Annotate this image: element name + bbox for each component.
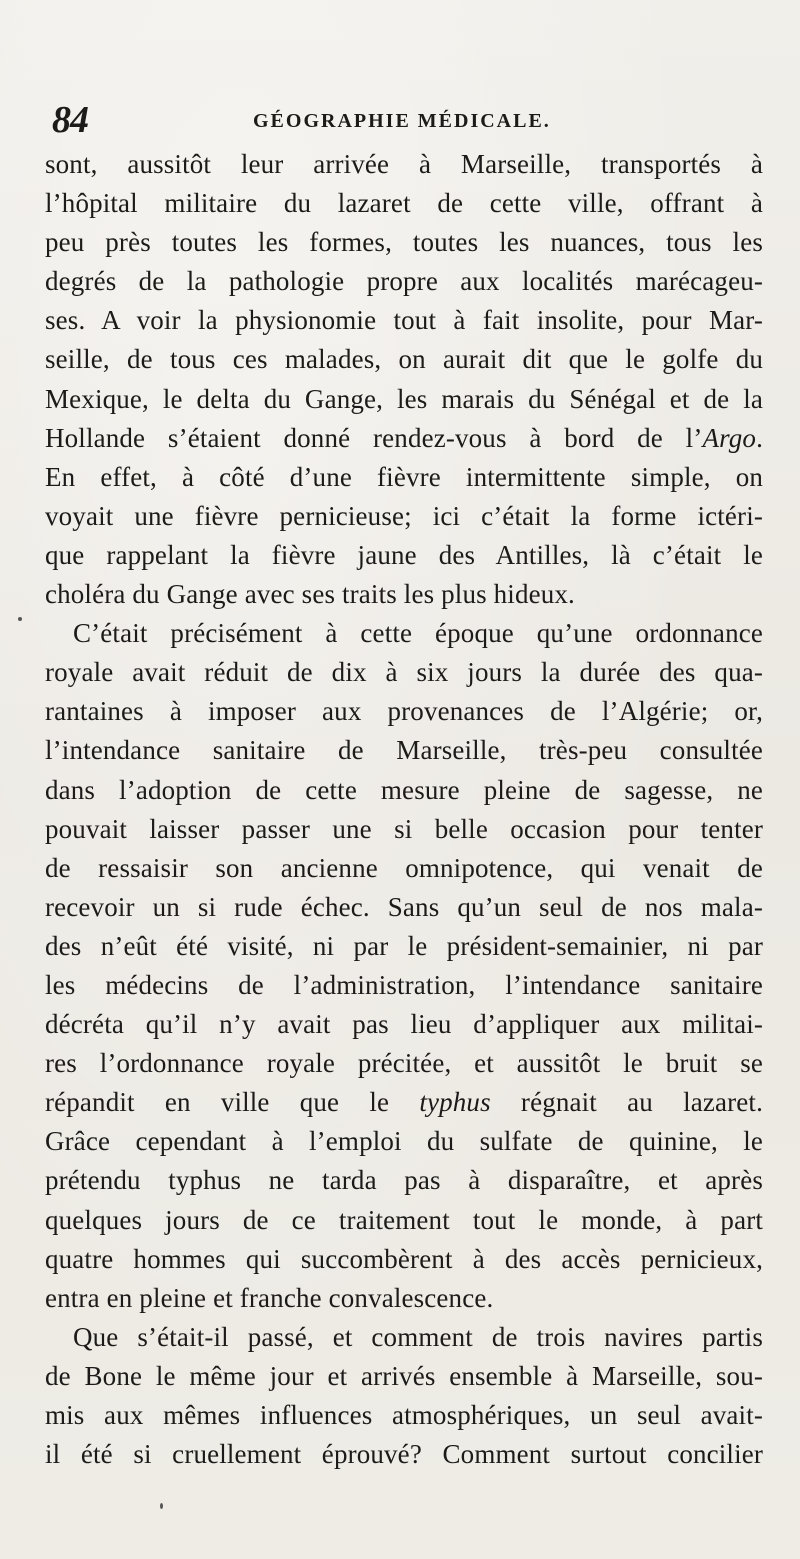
text-line: entra en pleine et franche convalescence.	[45, 1282, 494, 1313]
text-line: dans l’adoption de cette mesure pleine de sagesse, ne	[45, 774, 763, 805]
text-line: choléra du Gange avec ses traits les plus hideux.	[45, 579, 575, 610]
page-header	[48, 98, 748, 141]
paragraph-start-line: Que s’était-il passé, et comment de trois navires partis	[73, 1321, 763, 1352]
text-line: Mexique, le delta du Gange, les marais du Sénégal et de la	[45, 383, 763, 414]
running-head: GÉOGRAPHIE MÉDICALE.	[253, 110, 551, 132]
text-line: les médecins de l’administration, l’intendance sanitaire	[45, 969, 763, 1000]
text-line: l’hôpital militaire du lazaret de cette ville, offrant à	[45, 188, 763, 219]
text-line: sont, aussitôt leur arrivée à Marseille, transportés à	[45, 149, 763, 179]
text-line: En effet, à côté d’une fièvre intermittente simple, on	[45, 461, 763, 492]
text-line: mis aux mêmes influences atmosphériques, un seul avait-	[45, 1400, 763, 1430]
text-line: recevoir un si rude échec. Sans qu’un seul de nos mala-	[45, 891, 763, 922]
text-line: que rappelant la fièvre jaune des Antilles, là c’était le	[45, 539, 763, 570]
text-line: pouvait laisser passer une si belle occasion pour tenter	[45, 813, 763, 844]
text-line: il été si cruellement éprouvé? Comment surtout concilier	[45, 1439, 763, 1470]
text-line: décréta qu’il n’y avait pas lieu d’appliquer aux militai-	[45, 1009, 763, 1040]
text-line: des n’eût été visité, ni par le président-semainier, ni par	[45, 930, 763, 961]
page-number: 84	[52, 99, 88, 141]
text-line: quelques jours de ce traitement tout le monde, à part	[45, 1204, 763, 1235]
text-line: Grâce cependant à l’emploi du sulfate de quinine, le	[45, 1126, 763, 1157]
text-line: quatre hommes qui succombèrent à des accès pernicieux,	[45, 1243, 763, 1274]
text-line: royale avait réduit de dix à six jours la durée des qua-	[45, 657, 763, 688]
text-line: l’intendance sanitaire de Marseille, très-peu consultée	[45, 735, 763, 766]
body-text	[45, 145, 763, 1474]
text-line: de ressaisir son ancienne omnipotence, qui venait de	[45, 852, 763, 883]
text-line: Hollande s’étaient donné rendez-vous à bord de l’Argo.	[45, 422, 763, 453]
text-line: seille, de tous ces malades, on aurait dit que le golfe du	[45, 344, 763, 375]
text-line: voyait une fièvre pernicieuse; ici c’était la forme ictéri-	[45, 500, 763, 531]
text-line: res l’ordonnance royale précitée, et aussitôt le bruit se	[45, 1048, 763, 1079]
text-line: répandit en ville que le typhus régnait au lazaret.	[45, 1087, 763, 1118]
text-line: peu près toutes les formes, toutes les nuances, tous les	[45, 227, 763, 258]
paper-speck	[160, 1503, 163, 1509]
paper-speck	[18, 617, 22, 621]
text-line: ses. A voir la physionomie tout à fait insolite, pour Mar-	[45, 305, 763, 336]
text-line: degrés de la pathologie propre aux localités marécageu-	[45, 266, 763, 297]
text-line: rantaines à imposer aux provenances de l’Algérie; or,	[45, 696, 763, 727]
text-line: prétendu typhus ne tarda pas à disparaître, et après	[45, 1165, 763, 1196]
paragraph-start-line: C’était précisément à cette époque qu’une ordonnance	[73, 618, 763, 649]
text-line: de Bone le même jour et arrivés ensemble à Marseille, sou-	[45, 1360, 763, 1391]
